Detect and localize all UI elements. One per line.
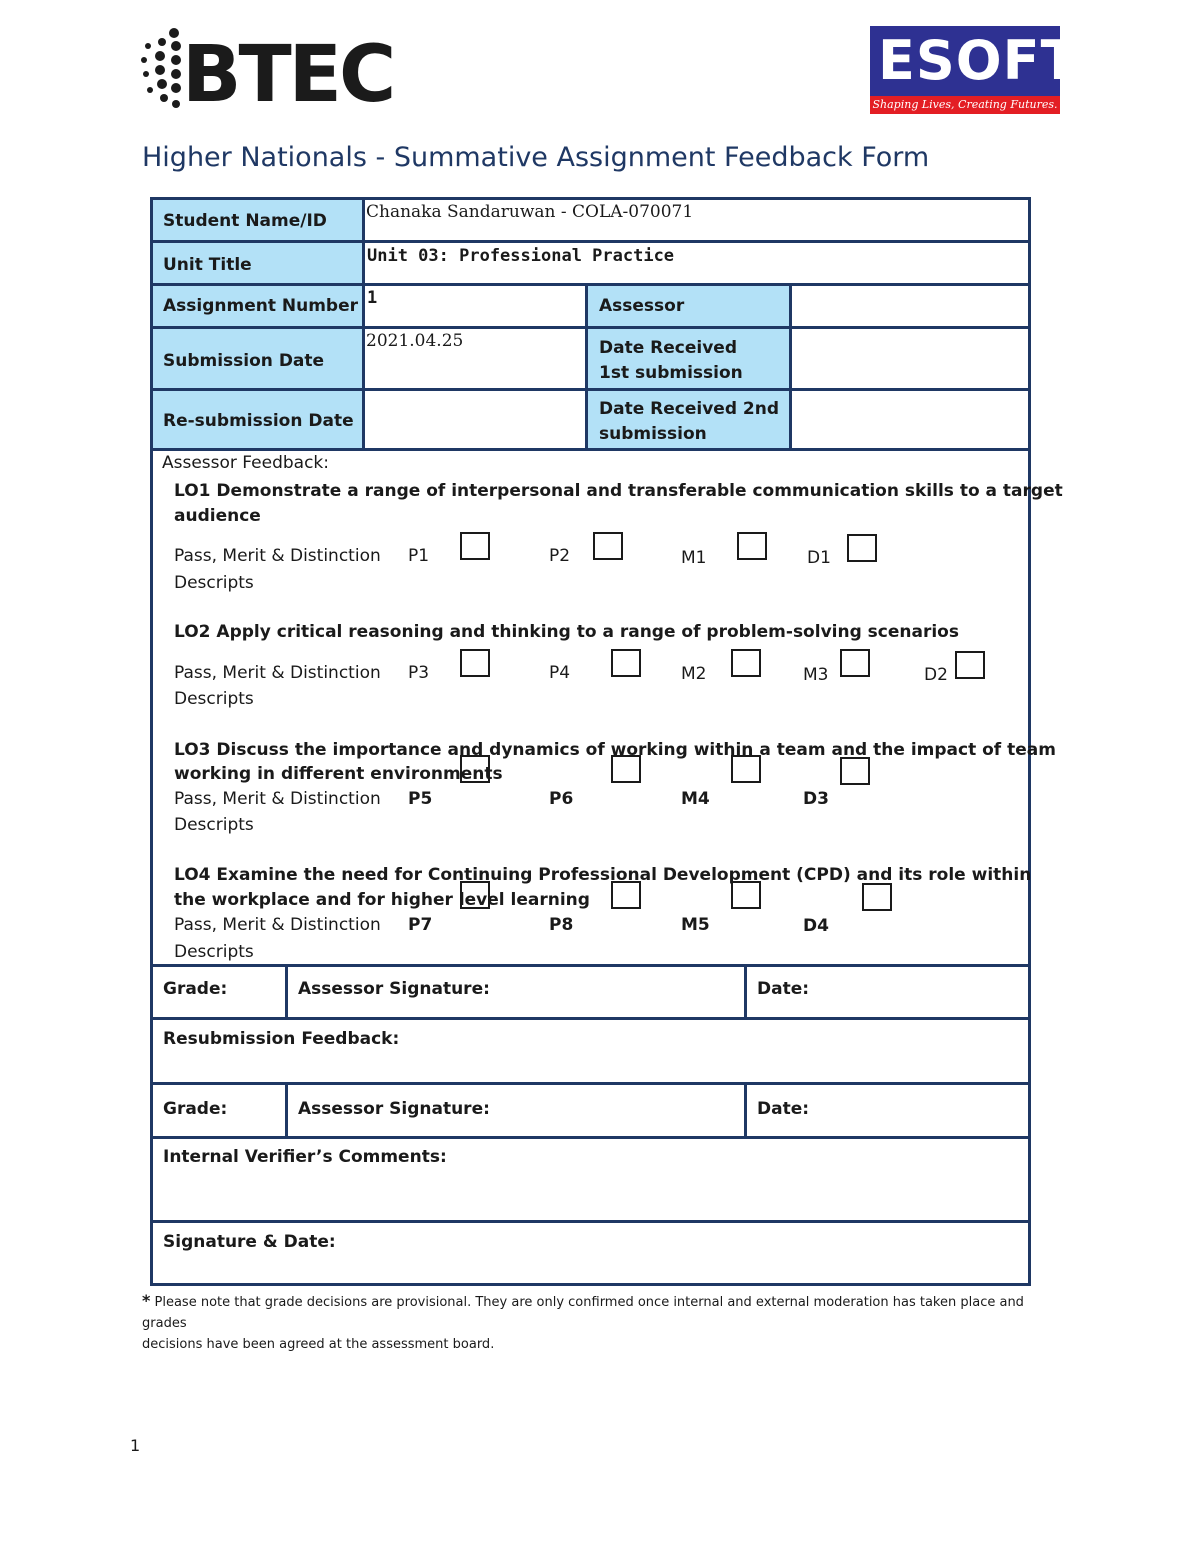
received1-value-cell xyxy=(789,326,1031,391)
lo1-line1: LO1 Demonstrate a range of interpersonal and transferable communication skills to a target xyxy=(174,481,1063,501)
student-label-cell xyxy=(150,197,365,243)
assessor-signature-label-2: Assessor Signature: xyxy=(298,1099,490,1119)
assessor-label-cell xyxy=(585,283,792,329)
received2-label-cell xyxy=(585,388,792,451)
esoft-logo xyxy=(870,26,1079,114)
date-label-2: Date: xyxy=(757,1099,810,1119)
assessor-value-cell xyxy=(789,283,1031,329)
criterion-m3: M3 xyxy=(803,665,829,685)
btec-dots-icon xyxy=(138,24,188,114)
footnote-line1: Please note that grade decisions are provisional. They are only confirmed once internal and external moderation has taken place and grades xyxy=(142,1295,1024,1331)
assignment-value-cell xyxy=(362,283,588,329)
checkbox-d2[interactable] xyxy=(955,651,985,679)
criterion-p5: P5 xyxy=(408,789,433,809)
resubmission-value-cell xyxy=(362,388,588,451)
btec-logo xyxy=(138,24,394,120)
grade-label-1: Grade: xyxy=(163,979,228,999)
assignment-value: 1 xyxy=(367,288,378,308)
lo4-descripts-label: Pass, Merit & Distinction xyxy=(174,915,381,935)
checkbox-d3[interactable] xyxy=(840,757,870,785)
checkbox-p2[interactable] xyxy=(593,532,623,560)
checkbox-d4[interactable] xyxy=(862,883,892,911)
received2-label-line1: Date Received 2nd xyxy=(599,399,780,419)
checkbox-m5[interactable] xyxy=(731,881,761,909)
esoft-logo-panel xyxy=(870,26,1079,96)
grade-cell-2 xyxy=(150,1082,288,1139)
student-label: Student Name/ID xyxy=(163,211,327,231)
footnote xyxy=(142,1290,1062,1355)
iv-comments-cell xyxy=(150,1136,1031,1223)
grade-label-2: Grade: xyxy=(163,1099,228,1119)
criterion-p6: P6 xyxy=(549,789,574,809)
received1-label-line2: 1st submission xyxy=(599,363,743,383)
page-number: 1 xyxy=(130,1436,141,1455)
criterion-d2: D2 xyxy=(924,665,948,685)
lo3-line1: LO3 Discuss the importance and dynamics of working within a team and the impact of team xyxy=(174,740,1056,760)
criterion-p7: P7 xyxy=(408,915,433,935)
unit-label-cell xyxy=(150,240,365,286)
criterion-d3: D3 xyxy=(803,789,829,809)
unit-value: Unit 03: Professional Practice xyxy=(367,246,675,266)
signature-date-cell xyxy=(150,1220,1031,1286)
footnote-line2: decisions have been agreed at the assessment board. xyxy=(142,1337,495,1352)
criterion-m5: M5 xyxy=(681,915,710,935)
date-cell-2 xyxy=(744,1082,1031,1139)
lo1-descripts-label: Pass, Merit & Distinction xyxy=(174,546,381,566)
lo1-descripts-label-2: Descripts xyxy=(174,573,254,593)
lo2-descripts-label: Pass, Merit & Distinction xyxy=(174,663,381,683)
resubmission-feedback-label: Resubmission Feedback: xyxy=(163,1029,400,1049)
checkbox-p7[interactable] xyxy=(460,881,490,909)
resubmission-label-cell xyxy=(150,388,365,451)
criterion-p4: P4 xyxy=(549,663,571,683)
assessor-feedback-heading: Assessor Feedback: xyxy=(162,453,329,473)
signature-date-label: Signature & Date: xyxy=(163,1232,336,1252)
grade-cell-1 xyxy=(150,964,288,1020)
received1-label-line1: Date Received xyxy=(599,338,737,358)
assessor-signature-cell-2 xyxy=(285,1082,747,1139)
criterion-p3: P3 xyxy=(408,663,430,683)
lo3-line2: working in different environments xyxy=(174,764,503,784)
checkbox-m2[interactable] xyxy=(731,649,761,677)
received2-label-line2: submission xyxy=(599,424,707,444)
checkbox-m4[interactable] xyxy=(731,755,761,783)
student-value-cell xyxy=(362,197,1031,243)
page-title: Higher Nationals - Summative Assignment Feedback Form xyxy=(142,142,930,173)
lo4-line2: the workplace and for higher level learning xyxy=(174,890,590,910)
submission-value: 2021.04.25 xyxy=(366,331,464,351)
assessor-signature-label-1: Assessor Signature: xyxy=(298,979,490,999)
checkbox-p4[interactable] xyxy=(611,649,641,677)
date-label-1: Date: xyxy=(757,979,810,999)
criterion-m2: M2 xyxy=(681,664,707,684)
lo4-descripts-label-2: Descripts xyxy=(174,942,254,962)
criterion-d1: D1 xyxy=(807,548,831,568)
assignment-label-cell xyxy=(150,283,365,329)
lo3-descripts-label: Pass, Merit & Distinction xyxy=(174,789,381,809)
esoft-logo-text: ESOFT xyxy=(878,29,1079,92)
submission-label-cell xyxy=(150,326,365,391)
esoft-tagline: Shaping Lives, Creating Futures. xyxy=(870,96,1060,114)
resubmission-feedback-cell xyxy=(150,1017,1031,1085)
criterion-p8: P8 xyxy=(549,915,574,935)
criterion-d4: D4 xyxy=(803,916,829,936)
iv-comments-label: Internal Verifier’s Comments: xyxy=(163,1147,447,1167)
lo3-descripts-label-2: Descripts xyxy=(174,815,254,835)
checkbox-p6[interactable] xyxy=(611,755,641,783)
criterion-m4: M4 xyxy=(681,789,710,809)
checkbox-p8[interactable] xyxy=(611,881,641,909)
received1-label-cell xyxy=(585,326,792,391)
lo4-line1: LO4 Examine the need for Continuing Professional Development (CPD) and its role within xyxy=(174,865,1032,885)
criterion-p2: P2 xyxy=(549,546,571,566)
checkbox-d1[interactable] xyxy=(847,534,877,562)
checkbox-m1[interactable] xyxy=(737,532,767,560)
submission-label: Submission Date xyxy=(163,351,325,371)
criterion-p1: P1 xyxy=(408,546,430,566)
checkbox-p1[interactable] xyxy=(460,532,490,560)
assignment-label: Assignment Number xyxy=(163,296,359,316)
lo1-line2: audience xyxy=(174,506,261,526)
assessor-label: Assessor xyxy=(599,296,685,316)
resubmission-label: Re-submission Date xyxy=(163,411,354,431)
btec-logo-text: BTEC xyxy=(182,30,394,120)
checkbox-p5[interactable] xyxy=(460,755,490,783)
student-value: Chanaka Sandaruwan - COLA-070071 xyxy=(366,202,694,222)
checkbox-p3[interactable] xyxy=(460,649,490,677)
assessor-signature-cell-1 xyxy=(285,964,747,1020)
footnote-marker: * xyxy=(142,1291,151,1310)
date-cell-1 xyxy=(744,964,1031,1020)
lo2-descripts-label-2: Descripts xyxy=(174,689,254,709)
submission-value-cell xyxy=(362,326,588,391)
lo2-line1: LO2 Apply critical reasoning and thinking to a range of problem-solving scenarios xyxy=(174,622,959,642)
criterion-m1: M1 xyxy=(681,548,707,568)
received2-value-cell xyxy=(789,388,1031,451)
unit-label: Unit Title xyxy=(163,255,252,275)
checkbox-m3[interactable] xyxy=(840,649,870,677)
unit-value-cell xyxy=(362,240,1031,286)
